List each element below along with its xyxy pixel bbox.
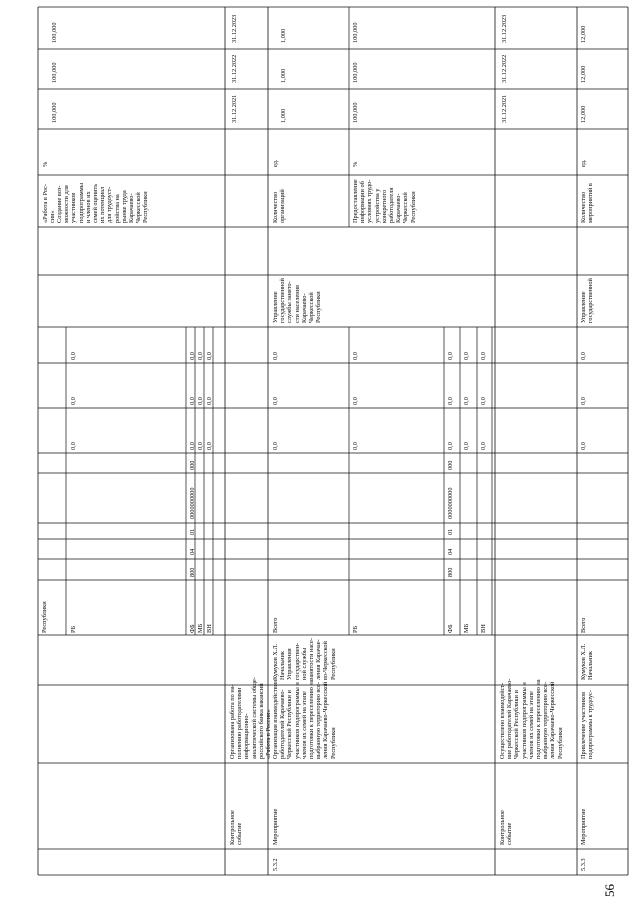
- code-vr: 000: [447, 460, 454, 470]
- control-event-2-date-2021: 31.12.2021: [501, 94, 508, 123]
- measure-532-indicator-2-2022: 100,000: [352, 62, 359, 83]
- source-mb: МБ: [463, 623, 470, 633]
- zero-cell: 0,0: [352, 397, 359, 405]
- code-pr: 01: [447, 528, 454, 535]
- zero-cell: 0,0: [272, 397, 279, 405]
- value-2023: 100,000: [51, 22, 58, 43]
- value-2022: 100,000: [51, 62, 58, 83]
- source-vn: ВН: [206, 624, 213, 633]
- source-vn: ВН: [480, 624, 487, 633]
- zero-cell: 0,0: [70, 442, 77, 450]
- zero-cell: 0,0: [480, 352, 487, 360]
- zero-cell: 0,0: [447, 442, 454, 450]
- measure-533-unit: ед.: [580, 159, 587, 167]
- zero-cell: 0,0: [447, 397, 454, 405]
- control-event-2-type: Контрольное событие: [499, 810, 514, 845]
- measure-533-indicator: Количество мероприятий в: [580, 183, 595, 223]
- code-grbs: 800: [447, 567, 454, 577]
- code-grbs: 800: [189, 567, 196, 577]
- zero-cell: 0,0: [480, 397, 487, 405]
- zero-cell: 0,0: [70, 397, 77, 405]
- measure-532-indicator-2-2021: 100,000: [352, 102, 359, 123]
- source-fb: ФБ: [189, 624, 196, 633]
- control-event-1-date-2023: 31.12.2023: [231, 14, 238, 43]
- zero-cell: 0,0: [463, 352, 470, 360]
- control-event-2-date-2022: 31.12.2022: [501, 54, 508, 83]
- page-number: 56: [602, 884, 617, 897]
- measure-533-vsego: Всего: [580, 617, 587, 633]
- zero-cell: 0,0: [463, 397, 470, 405]
- measure-533-responsible: Кумуков Х.Л. Начальник: [580, 643, 595, 680]
- measure-532-indicator-1-2021: 1,000: [280, 108, 287, 123]
- zero-cell: 0,0: [480, 442, 487, 450]
- code-csr: 0000000000: [189, 487, 196, 519]
- measure-532-indicator-1-2023: 1,000: [280, 28, 287, 43]
- measure-533-2021: 12,000: [580, 105, 587, 123]
- measure-533-2023: 12,000: [580, 25, 587, 43]
- result-header: «Работа в Рос- сии»: [42, 183, 57, 223]
- zero-cell: 0,0: [206, 397, 213, 405]
- measure-532-number: 5.3.2: [272, 858, 279, 871]
- measure-532-indicator-1-2022: 1,000: [280, 68, 287, 83]
- source-fb: ФБ: [447, 624, 454, 633]
- code-rz: 04: [447, 548, 454, 555]
- measure-532-vsego: Всего: [272, 617, 279, 633]
- zero-cell: 0,0: [189, 397, 196, 405]
- zero-cell: 0,0: [206, 442, 213, 450]
- result-description: Создание воз- можности для участников подпрограммы и членов их семей оценить их потенциал для трудоуст- ройства на рынке труда Карачаево- Черкесской Республики: [56, 183, 150, 223]
- measure-533-executor: Управление государственной: [580, 278, 595, 323]
- source-rb: РБ: [352, 625, 359, 633]
- zero-cell: 0,0: [272, 352, 279, 360]
- zero-cell: 0,0: [463, 442, 470, 450]
- measure-533-text: Привлечение участников подпрограммы к трудоус-: [580, 690, 595, 759]
- code-csr: 0000000000: [447, 487, 454, 519]
- control-event-1-date-2022: 31.12.2022: [231, 54, 238, 83]
- measure-532-executor: Управление государственной службы занято- сти населения Карачаево- Черкесской Республики: [272, 278, 323, 323]
- zero-cell: 0,0: [580, 442, 587, 450]
- measure-532-type: Мероприятие: [272, 808, 279, 845]
- code-vr: 000: [189, 460, 196, 470]
- code-pr: 01: [189, 528, 196, 535]
- zero-cell: 0,0: [197, 352, 204, 360]
- measure-532-indicator-1-unit: ед.: [272, 159, 279, 167]
- control-event-1-text: Организована работа по на- полнению работодателями информационно- аналитической системы обще- российского банка вакансий «Работа в России»: [229, 677, 273, 759]
- zero-cell: 0,0: [352, 442, 359, 450]
- measure-533-type: Мероприятие: [580, 808, 587, 845]
- zero-cell: 0,0: [447, 352, 454, 360]
- zero-cell: 0,0: [189, 442, 196, 450]
- measure-532-indicator-1: Количество организаций: [272, 189, 287, 223]
- zero-cell: 0,0: [272, 442, 279, 450]
- zero-cell: 0,0: [197, 397, 204, 405]
- zero-cell: 0,0: [206, 352, 213, 360]
- measure-532-indicator-2: Предоставление информации об условиях трудо- устройства у конкретного работодателя Карачаево- Черкесской Республики: [352, 179, 417, 223]
- source-mb: МБ: [197, 623, 204, 633]
- responsible-continuation: Республики: [41, 601, 48, 633]
- zero-cell: 0,0: [580, 352, 587, 360]
- measure-533-2022: 12,000: [580, 65, 587, 83]
- zero-cell: 0,0: [189, 352, 196, 360]
- measure-532-text: Организация взаимодействия работодателей Карачаево- Черкесской Республики и участников подпрограммы и членов их семей на этапе подготовки к переселению на выбранную территорию все- ления Карачаево-Черкесской Республики: [272, 679, 337, 759]
- code-rz: 04: [189, 548, 196, 555]
- source-rb: РБ: [70, 625, 77, 633]
- measure-533-number: 5.3.3: [580, 858, 587, 871]
- zero-cell: 0,0: [197, 442, 204, 450]
- control-event-1-date-2021: 31.12.2021: [231, 94, 238, 123]
- measure-532-indicator-2-unit: %: [352, 161, 359, 167]
- control-event-2-text: Осуществлено взаимодейст- вие работодателей Карачаево- Черкесской Республики и участников подпрограммы и членов их семей на этапе подготовки к переселению на выбранную территорию все- ления Карачаево-Черкесской Республики: [499, 678, 564, 759]
- zero-cell: 0,0: [70, 352, 77, 360]
- value-2021: 100,000: [51, 102, 58, 123]
- measure-532-responsible: Кумуков Х.Л. Начальник Управления государствен- ной службы занятости насе- ления Карачае- во-Черкесской Республики: [272, 638, 337, 680]
- unit-percent: %: [42, 161, 49, 167]
- control-event-1-type: Контрольное событие: [229, 810, 244, 845]
- control-event-2-date-2023: 31.12.2023: [501, 14, 508, 43]
- zero-cell: 0,0: [580, 397, 587, 405]
- measure-532-indicator-2-2023: 100,000: [352, 22, 359, 43]
- zero-cell: 0,0: [352, 352, 359, 360]
